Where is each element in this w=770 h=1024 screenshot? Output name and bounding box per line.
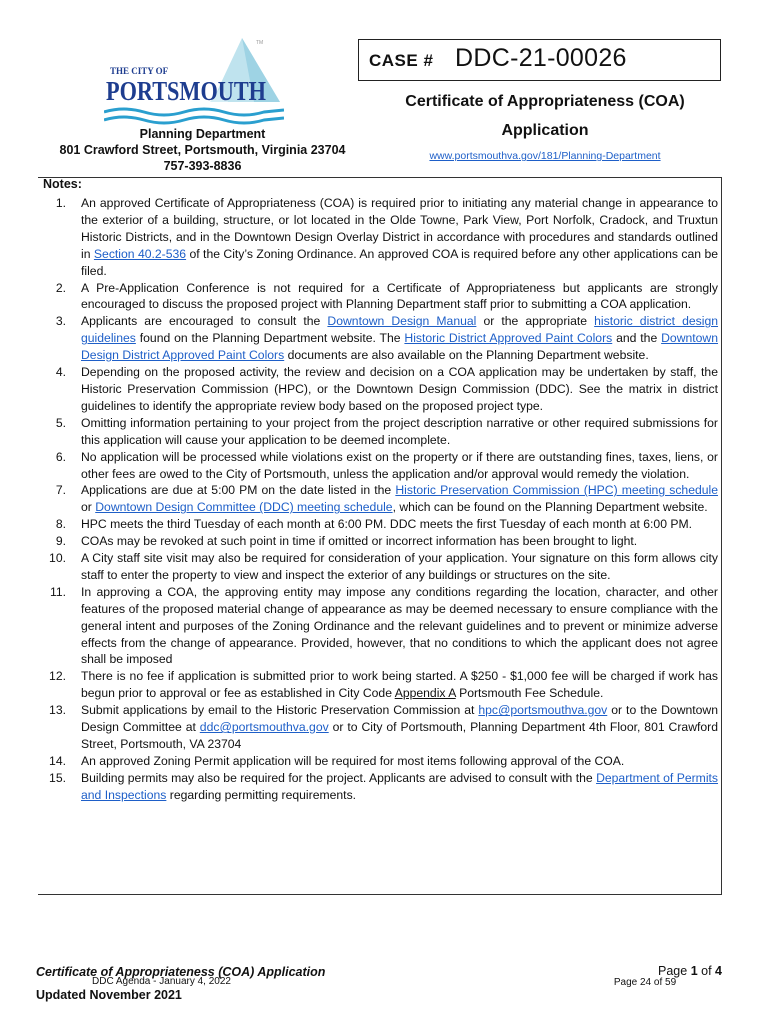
note-item <box>42 702 718 753</box>
note-text: Building permits may also be required for the project. Applicants are advised to consult with the <box>81 770 597 785</box>
notes-heading: Notes: <box>43 177 82 191</box>
note-text: COAs may be revoked at such point in time if omitted or incorrect information has been brought to light. <box>81 534 638 549</box>
note-item <box>42 313 718 364</box>
note-text: and the <box>612 331 662 346</box>
case-number: DDC-21-00026 <box>455 44 627 72</box>
department-name: Planning Department <box>139 127 266 141</box>
note-link[interactable]: Downtown Design Manual <box>327 314 477 329</box>
note-text: , which can be found on the Planning Department website. <box>392 500 708 515</box>
note-number: 8. <box>55 517 66 532</box>
city-of-portsmouth-logo <box>104 36 284 132</box>
note-link[interactable]: hpc@portsmouthva.gov <box>478 703 608 718</box>
note-text: or to City of Portsmouth, Planning Department 4th Floor, 801 Crawford Street, Portsmouth, VA 23704 <box>81 720 718 751</box>
note-link[interactable]: ddc@portsmouthva.gov <box>199 720 329 735</box>
note-number: 13. <box>49 703 66 718</box>
note-number: 14. <box>49 753 66 768</box>
note-text: or to the Downtown Design Committee at <box>81 703 719 735</box>
note-text: Appendix A <box>394 686 456 701</box>
note-item <box>42 770 718 804</box>
note-link[interactable]: Downtown Design Committee (DDC) meeting schedule <box>95 500 393 515</box>
note-text: Omitting information pertaining to your project from the project description narrative or other required submissions for this application will cause your application to be deemed incomplete. <box>81 415 718 447</box>
note-number: 6. <box>55 449 66 464</box>
note-number: 11. <box>49 584 66 599</box>
note-item <box>42 280 718 314</box>
note-item <box>42 668 718 702</box>
department-phone: 757-393-8836 <box>163 159 242 173</box>
note-item <box>42 415 718 449</box>
footer-updated: Updated November 2021 <box>36 988 182 1002</box>
page-number: Page 1 of 4 <box>658 964 722 978</box>
note-text: regarding permitting requirements. <box>166 787 357 802</box>
note-link[interactable]: Historic District Approved Paint Colors <box>404 331 613 346</box>
note-number: 1. <box>55 196 66 210</box>
note-text: No application will be processed while violations exist on the property or if there are outstanding fines, taxes, liens, or other fees are owed to the City of Portsmouth, unless the application and/or approval would remedy the violation. <box>81 449 718 481</box>
note-link[interactable]: Historic Preservation Commission (HPC) meeting schedule <box>395 483 719 498</box>
note-item <box>42 533 718 550</box>
note-text: of the City’s Zoning Ordinance. An approved COA is required before any other applications can be filed. <box>81 246 718 278</box>
note-text: Submit applications by email to the Historic Preservation Commission at <box>81 703 479 718</box>
note-number: 5. <box>55 415 66 430</box>
note-text: Depending on the proposed activity, the review and decision on a COA application may be undertaken by staff, the Historic Preservation Commission (HPC), or the Downtown Design Commission (DDC). See the matrix in district guidelines to identify the appropriate review body based on the proposed project type. <box>81 365 718 413</box>
svg-text:PORTSMOUTH: PORTSMOUTH <box>106 76 266 106</box>
note-link[interactable]: Downtown Design District Approved Paint Colors <box>81 331 719 363</box>
footer-agenda: DDC Agenda - January 4, 2022 <box>92 976 231 987</box>
note-link[interactable]: Section 40.2-536 <box>93 246 187 261</box>
note-text: HPC meets the third Tuesday of each month at 6:00 PM. DDC meets the first Tuesday of each month at 6:00 PM. <box>81 517 693 532</box>
note-text: In approving a COA, the approving entity may impose any conditions regarding the location, character, and other features of the proposed material change of appearance as may be deemed necessary to ensure compliance with the general intent and purposes of the Zoning Ordinance and the relevant guidelines and to prevent or minimize adverse effects from the change of appearance. Provided, however, that no conditions to which the applicant does not agree shall be imposed <box>81 584 718 667</box>
case-number-box <box>358 39 721 81</box>
note-item <box>42 482 718 516</box>
note-text: Applications are due at 5:00 PM on the date listed in the <box>81 483 396 498</box>
note-item <box>42 550 718 584</box>
note-text: or <box>81 500 96 515</box>
note-text: Portsmouth Fee Schedule. <box>455 686 604 701</box>
note-text: An approved Zoning Permit application will be required for most items following approval of the COA. <box>81 753 625 768</box>
note-link[interactable]: historic district design guidelines <box>81 314 719 346</box>
note-item <box>42 195 718 280</box>
department-address: 801 Crawford Street, Portsmouth, Virginia 23704 <box>59 143 346 157</box>
note-number: 7. <box>55 483 66 498</box>
note-item <box>42 753 718 770</box>
note-text: An approved Certificate of Appropriateness (COA) is required prior to initiating any material change in appearance to the exterior of a building, structure, or lot located in the Olde Towne, Park View, Port Norfolk, Cradock, and Truxtun Historic Districts, and in the Downtown Design Overlay District in accordance with procedures and standards outlined in <box>81 196 718 261</box>
note-text: There is no fee if application is submitted prior to work being started. A $250 - $1,000 fee will be charged if work has begun prior to approval or fee as established in City Code <box>81 669 718 701</box>
note-number: 3. <box>55 314 66 329</box>
note-item <box>42 449 718 483</box>
note-item <box>42 584 718 669</box>
note-item <box>42 364 718 415</box>
agenda-page-number: Page 24 of 59 <box>613 977 677 988</box>
form-subtitle: Application <box>501 122 589 139</box>
notes-list <box>42 195 718 804</box>
note-number: 12. <box>49 669 66 684</box>
note-number: 2. <box>55 280 66 295</box>
footer-title: Certificate of Appropriateness (COA) Application <box>36 965 326 979</box>
note-text: or the appropriate <box>476 314 595 329</box>
svg-text:TM: TM <box>256 40 264 46</box>
note-text: found on the Planning Department website. The <box>135 331 405 346</box>
note-number: 9. <box>55 534 66 549</box>
form-title: Certificate of Appropriateness (COA) <box>405 93 685 110</box>
svg-text:THE CITY OF: THE CITY OF <box>110 66 169 76</box>
note-number: 4. <box>55 365 66 380</box>
note-number: 10. <box>49 551 66 566</box>
note-link[interactable]: Department of Permits and Inspections <box>81 770 719 802</box>
note-text: documents are also available on the Planning Department website. <box>284 348 649 363</box>
note-item <box>42 516 718 533</box>
note-number: 15. <box>49 770 66 785</box>
case-label: CASE # <box>369 51 434 70</box>
website-link[interactable]: www.portsmouthva.gov/181/Planning-Department <box>429 150 661 162</box>
note-text: A Pre-Application Conference is not required for a Certificate of Appropriateness but applicants are strongly encouraged to discuss the proposed project with Planning Department staff prior to submitting a COA application. <box>81 280 718 312</box>
note-text: A City staff site visit may also be required for consideration of your application. Your signature on this form allows city staff to enter the property to view and inspect the exterior of any buildings or structures on the site. <box>81 551 718 582</box>
note-text: Applicants are encouraged to consult the <box>81 314 328 329</box>
